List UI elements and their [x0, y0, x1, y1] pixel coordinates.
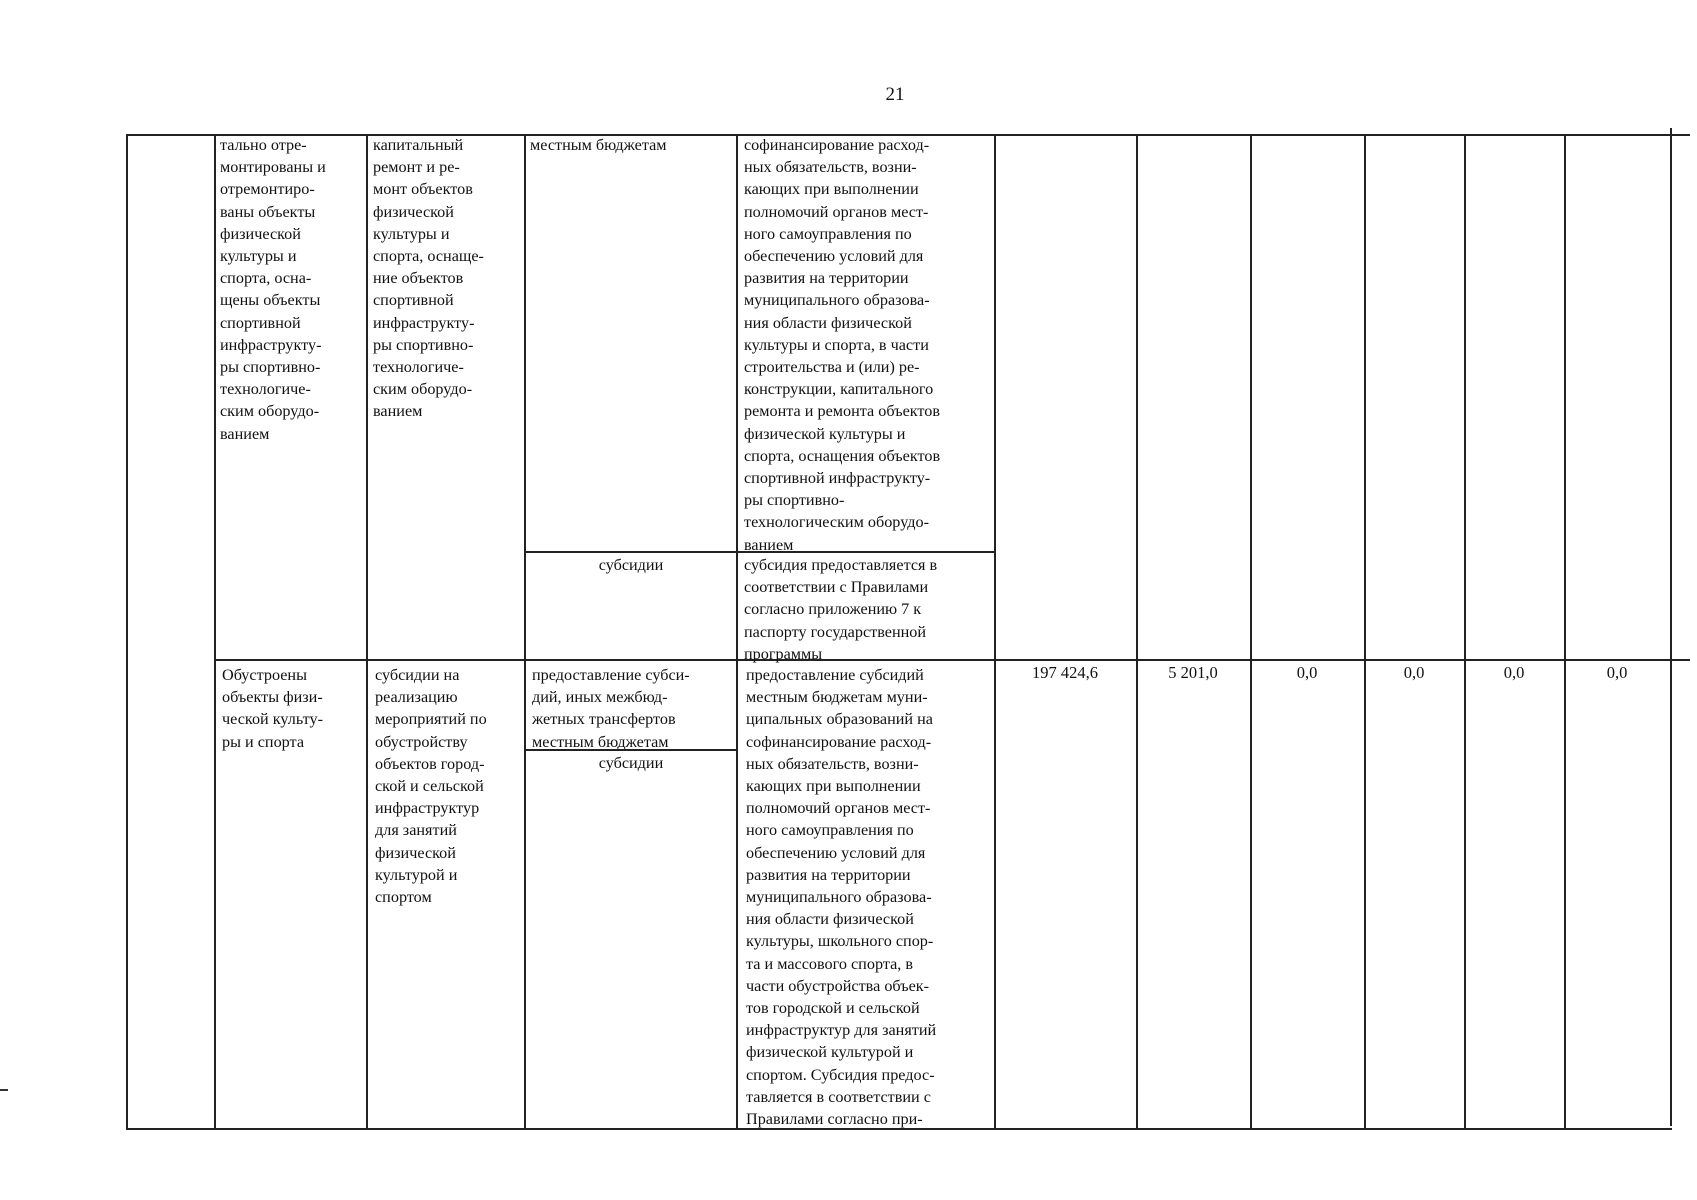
row2-amount-6: 0,0	[1606, 663, 1628, 682]
scan-edge-mark	[0, 1089, 8, 1091]
col-border-4	[736, 134, 738, 1129]
row1-description-a: софинансирование расход- ных обязательств, возни- кающих при выполнении полномочий органов мест- ного самоуправления по обеспечению условий для развития на территории муниципального образова- ния области физической культуры и спорта, в части строительства и (или) ре- конструкции, капитального ремонта и ремонта объектов физической культуры и спорта, оснащения объектов спортивной инфраструкту- ры спортивно- технологическим оборудо- ванием	[744, 136, 941, 554]
row1-mechanism-a: местным бюджетам	[530, 136, 667, 154]
row2-amount-1: 197 424,6	[1032, 663, 1098, 682]
row2-result: Обустроены объекты физи- ческой культу- ры и спорта	[222, 666, 323, 751]
row2-measure: субсидии на реализацию мероприятий по обустройству объектов город- ской и сельской инфраструктур для занятий физической культурой и спортом	[375, 666, 487, 907]
row2-amount-4: 0,0	[1403, 663, 1425, 682]
row1-measure: капитальный ремонт и ре- монт объектов физической культуры и спорта, оснаще- ние объектов спортивной инфраструкту- ры спортивно- технологиче- ским оборудо- ванием	[373, 136, 484, 421]
row2-amount-3: 0,0	[1296, 663, 1318, 682]
row1-result: тально отре- монтированы и отремонтиро- ваны объекты физической культуры и спорта, осна- щены объекты спортивной инфраструкту- ры спортивно- технологиче- ским оборудо- ванием	[220, 136, 326, 443]
row2-amount-2: 5 201,0	[1168, 663, 1218, 682]
row2-mechanism-b: субсидии	[598, 754, 664, 772]
col-border-2	[366, 134, 368, 1129]
row1-description-b: субсидия предоставляется в соответствии с Правилами согласно приложению 7 к паспорту государственной программы	[744, 556, 938, 663]
row1-mechanism-b: субсидии	[598, 556, 664, 574]
col-border-6	[1136, 134, 1138, 1129]
col-border-0	[126, 134, 128, 1129]
col-border-9	[1464, 134, 1466, 1129]
row2-description: предоставление субсидий местным бюджетам муни- ципальных образований на софинансирование расход- ных обязательств, возни- кающих при выполнении полномочий органов мест- ного самоуправления по обеспечению условий для развития на территории муниципального образова- ния области физической культуры, школьного спор- та и массового спорта, в части обустройства объек- тов городской и сельской инфраструктур для занятий физической культурой и спортом. Субсидия предос- тавляется в соответствии с Правилами согласно при-	[746, 666, 937, 1129]
col-border-10	[1564, 134, 1566, 1129]
row2-mechanism-a: предоставление субси- дий, иных межбюд- жетных трансфертов местным бюджетам	[532, 666, 690, 751]
col-border-5	[994, 134, 996, 1129]
page-number: 21	[885, 84, 905, 105]
col-border-3	[524, 134, 526, 1129]
col-border-1	[214, 134, 216, 1129]
col-border-7	[1250, 134, 1252, 1129]
row2-amount-5: 0,0	[1503, 663, 1525, 682]
col-border-8	[1364, 134, 1366, 1129]
col-border-11	[1670, 128, 1672, 1126]
